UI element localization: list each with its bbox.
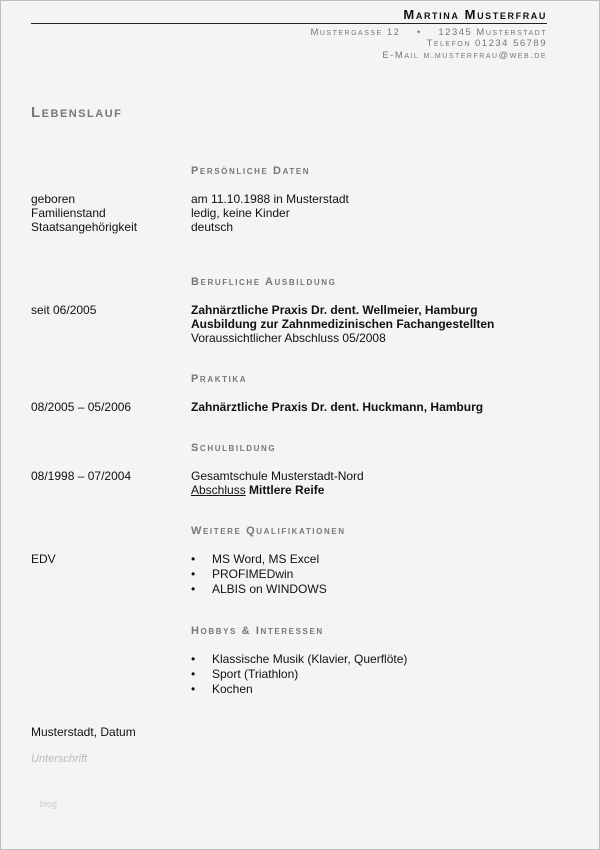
expected-completion: Voraussichtlicher Abschluss 05/2008 (191, 331, 386, 345)
place-date: Musterstadt, Datum (31, 725, 136, 739)
internship-place: Zahnärztliche Praxis Dr. dent. Huckmann, Hamburg (191, 400, 484, 414)
email: E-Mail m.musterfrau@web.de (382, 50, 547, 61)
personal-values (191, 192, 349, 234)
school-details (191, 469, 364, 497)
value: ledig, keine Kinder (191, 206, 290, 220)
label: geboren (31, 192, 76, 206)
training-date: seit 06/2005 (31, 303, 97, 317)
training-details (191, 303, 494, 345)
degree-label: Abschluss (191, 483, 246, 497)
list-item: • PROFIMEDwin (191, 567, 327, 582)
internship-date: 08/2005 – 05/2006 (31, 400, 132, 414)
label: Staatsangehörigkeit (31, 220, 138, 234)
section-heading-internship: Praktika (191, 373, 248, 385)
separator: • (416, 27, 422, 38)
phone: Telefon 01234 56789 (426, 38, 547, 49)
applicant-name: Martina Musterfrau (403, 7, 547, 22)
qualifications-list (191, 552, 327, 597)
city: 12345 Musterstadt (438, 27, 547, 38)
section-heading-school: Schulbildung (191, 442, 277, 454)
employer: Zahnärztliche Praxis Dr. dent. Wellmeier, Hamburg (191, 303, 478, 317)
list-item: • Sport (Triathlon) (191, 667, 407, 682)
address-line (310, 27, 547, 38)
street: Mustergasse 12 (310, 27, 401, 38)
signature-placeholder: Unterschrift (31, 753, 88, 765)
degree-line (191, 483, 364, 497)
list-item: • ALBIS on WINDOWS (191, 582, 327, 597)
list-item: • Klassische Musik (Klavier, Querflöte) (191, 652, 407, 667)
qualifications-label: EDV (31, 552, 56, 566)
section-heading-qualifications: Weitere Qualifikationen (191, 525, 346, 537)
section-heading-training: Berufliche Ausbildung (191, 276, 337, 288)
list-item: • MS Word, MS Excel (191, 552, 327, 567)
personal-labels (31, 192, 137, 234)
value: am 11.10.1988 in Musterstadt (191, 192, 349, 206)
degree: Mittlere Reife (249, 483, 325, 497)
watermark: blog (40, 799, 58, 809)
list-item: • Kochen (191, 682, 407, 697)
header-rule (31, 23, 547, 24)
hobbies-list (191, 652, 407, 697)
section-heading-hobbies: Hobbys & Interessen (191, 625, 324, 637)
label: Familienstand (31, 206, 106, 220)
value: deutsch (191, 220, 234, 234)
page-title: Lebenslauf (31, 104, 123, 121)
school-name: Gesamtschule Musterstadt-Nord (191, 469, 364, 483)
section-heading-personal: Persönliche Daten (191, 165, 311, 177)
training-title: Ausbildung zur Zahnmedizinischen Fachangestellten (191, 317, 495, 331)
school-date: 08/1998 – 07/2004 (31, 469, 132, 483)
